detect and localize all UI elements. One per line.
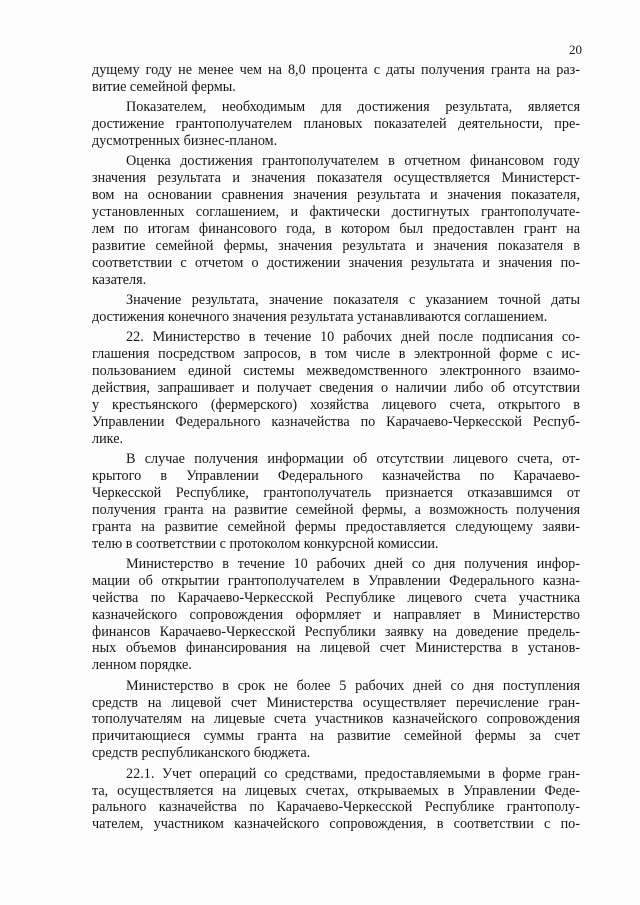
text-line: дусмотренных бизнес-планом. [92,133,278,150]
text-line: действия, запрашивает и получает сведения о наличии либо об отсутствии [92,380,580,397]
text-line: чателем, участником казначейского сопровождения, в соответствии с по- [92,816,580,833]
paragraph [92,766,580,834]
text-line: достижения конечного значения результата устанавливаются соглашением. [92,308,548,325]
text-line: ных объемов финансирования на лицевой счет Министерства в установ- [92,640,580,657]
text-line: лем по итогам финансового года, в котором был предоставлен грант на [92,221,580,238]
text-line: та, осуществляется на лицевых счетах, открываемых в Управлении Феде- [92,782,580,799]
paragraph [92,556,580,674]
page-number: 20 [569,42,582,57]
text-line: глашения посредством запросов, в том числе в электронной форме с ис- [92,346,580,363]
paragraph [92,329,580,447]
paragraph [92,62,580,96]
text-line: вом на основании сравнения значения результата и значения показателя, [92,187,580,204]
text-line: средств на лицевой счет Министерства осуществляет перечисление гран- [92,694,580,711]
text-line: финансов Карачаево-Черкесской Республики заявку на доведение предель- [92,623,580,640]
text-line: достижение грантополучателем плановых показателей деятельности, пре- [92,116,580,133]
text-line: Оценка достижения грантополучателем в отчетном финансовом году [126,153,580,170]
text-line: Показателем, необходимым для достижения результата, является [126,99,580,116]
text-line: пользованием единой системы межведомственного электронного взаимо- [92,363,580,380]
text-line: получения гранта на развитие семейной фермы, а возможность получения [92,501,580,518]
text-line: установленных соглашением, и фактически достигнутых грантополучате- [92,204,580,221]
paragraph [92,678,580,762]
text-line: 22. Министерство в течение 10 рабочих дней после подписания со- [126,329,580,346]
paragraph [92,99,580,150]
text-line: Министерство в срок не более 5 рабочих дней со дня поступления [126,677,580,694]
text-line: телю в соответствии с протоколом конкурсной комиссии. [92,535,439,552]
text-line: крытого в Управлении Федерального казначейства по Карачаево- [92,467,580,484]
text-line: значения результата и значения показателя осуществляется Министерст- [92,170,580,187]
text-line: лике. [92,430,124,447]
text-line: Значение результата, значение показателя с указанием точной даты [126,292,580,309]
text-line: 22.1. Учет операций со средствами, предоставляемыми в форме гран- [126,765,580,782]
text-line: Министерство в течение 10 рабочих дней со дня получения инфор- [126,555,580,572]
text-line: гранта на развитие семейной фермы предоставляется следующему заяви- [92,518,580,535]
paragraph [92,292,580,326]
text-line: чейства по Карачаево-Черкесской Республике лицевого счета участника [92,589,580,606]
text-line: рального казначейства по Карачаево-Черкесской Республике грантополу- [92,799,580,816]
paragraph [92,153,580,288]
text-line: В случае получения информации об отсутствии лицевого счета, от- [126,451,580,468]
text-line: причитающиеся суммы гранта на развитие семейной фермы за счет [92,728,580,745]
text-line: у крестьянского (фермерского) хозяйства лицевого счета, открытого в [92,396,580,413]
paragraph [92,451,580,552]
text-line: витие семейной фермы. [92,78,236,95]
text-line: развитие семейной фермы, значения результата и значения показателя в [92,237,580,254]
text-line: Черкесской Республике, грантополучатель признается отказавшимся от [92,484,580,501]
text-line: тополучателям на лицевые счета участников казначейского сопровождения [92,711,580,728]
text-line: казначейского сопровождения оформляет и направляет в Министерство [92,606,580,623]
text-line: соответствии с отчетом о достижении значения результата и значения по- [92,254,580,271]
text-line: ленном порядке. [92,657,192,674]
text-line: дущему году не менее чем на 8,0 процента с даты получения гранта на раз- [92,62,580,78]
text-line: мации об открытии грантополучателем в Управлении Федерального казна- [92,572,580,589]
text-line: средств республиканского бюджета. [92,745,311,762]
text-line: Управлении Федерального казначейства по Карачаево-Черкесской Респуб- [92,413,580,430]
document-body [92,62,580,833]
text-line: казателя. [92,271,147,288]
